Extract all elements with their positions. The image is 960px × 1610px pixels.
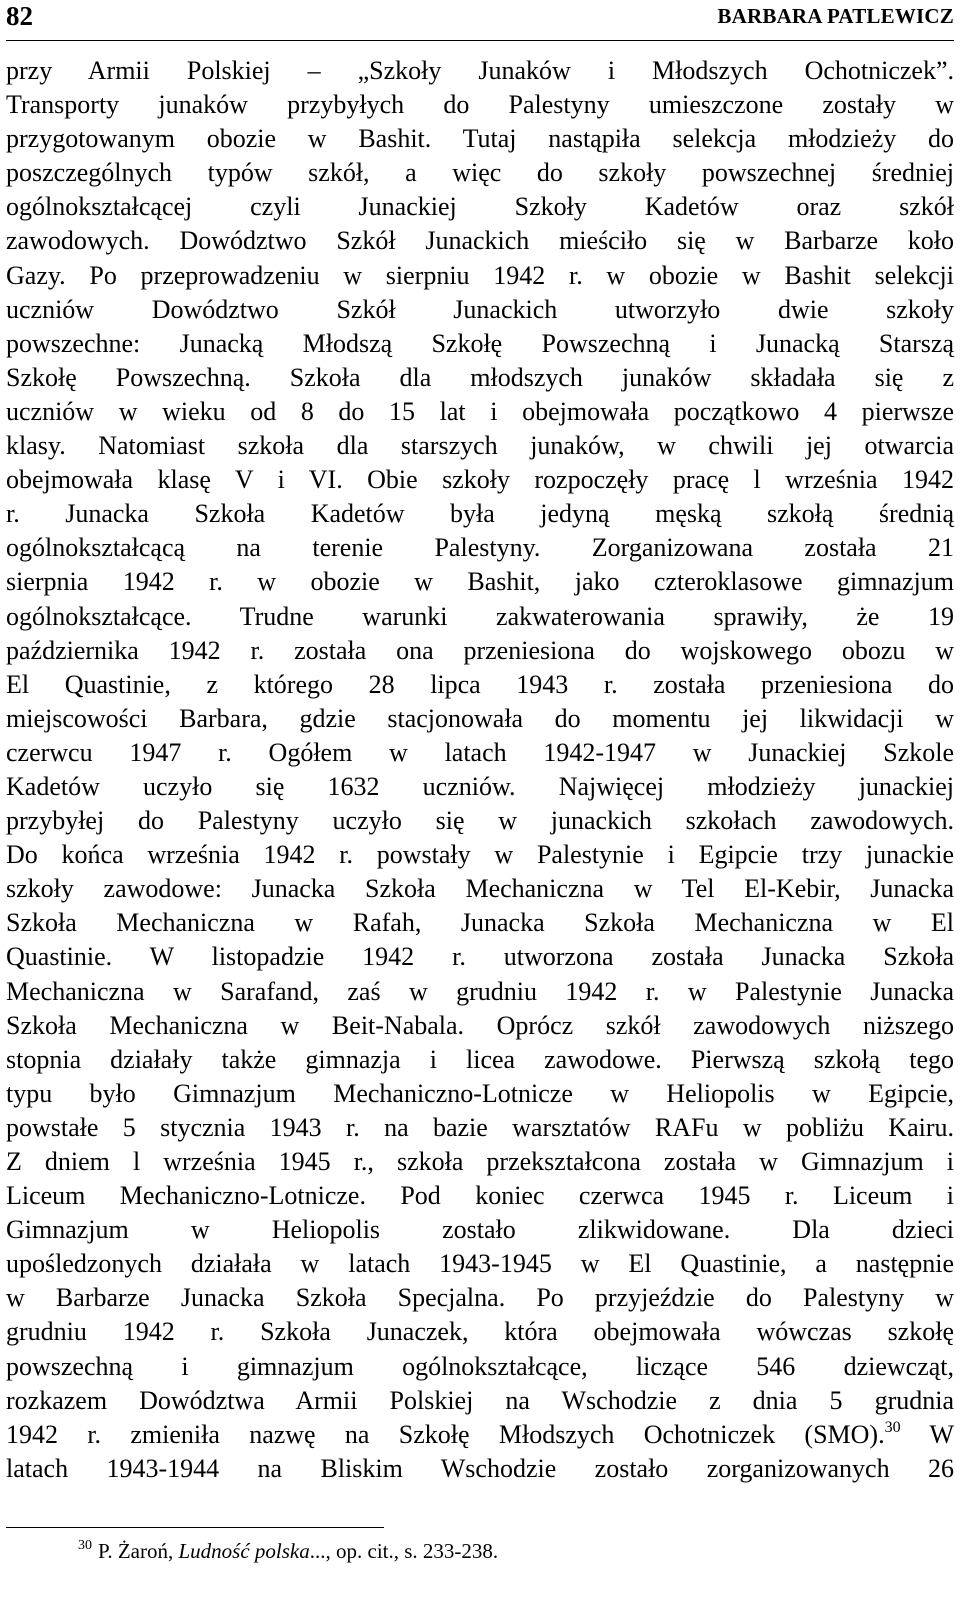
header-rule xyxy=(6,40,954,41)
text-line: ogólnokształcącej czyli Junackiej Szkoły Kadetów oraz szkół xyxy=(6,192,954,222)
text-line: sierpnia 1942 r. w obozie w Bashit, jako czteroklasowe gimnazjum xyxy=(6,567,954,597)
text-line: uczniów w wieku od 8 do 15 lat i obejmowała początkowo 4 pierwsze xyxy=(6,396,954,426)
text-line: powszechną i gimnazjum ogólnokształcące, liczące 546 dziewcząt, xyxy=(6,1351,954,1381)
footnote-author: P. Żaroń, xyxy=(98,1539,179,1563)
text-line: Gimnazjum w Heliopolis zostało zlikwidowane. Dla dzieci xyxy=(6,1215,954,1245)
text-line: przybyłej do Palestyny uczyło się w junackich szkołach zawodowych. xyxy=(6,806,954,836)
text-line: El Quastinie, z którego 28 lipca 1943 r. została przeniesiona do xyxy=(6,669,954,699)
text-line: przy Armii Polskiej – „Szkoły Junaków i Młodszych Ochotniczek”. xyxy=(6,56,954,85)
footnote-number: 30 xyxy=(78,1538,92,1553)
text-line: Liceum Mechaniczno-Lotnicze. Pod koniec czerwca 1945 r. Liceum i xyxy=(6,1181,954,1211)
text-line: Szkołę Powszechną. Szkoła dla młodszych junaków składała się z xyxy=(6,362,954,392)
line-text-after-ref: W xyxy=(900,1419,954,1449)
text-line: Gazy. Po przeprowadzeniu w sierpniu 1942 r. w obozie w Bashit selekcji xyxy=(6,260,954,290)
text-line: przygotowanym obozie w Bashit. Tutaj nastąpiła selekcja młodzieży do xyxy=(6,124,954,154)
running-head: BARBARA PATLEWICZ xyxy=(717,4,954,28)
text-line: miejscowości Barbara, gdzie stacjonowała do momentu jej likwidacji w xyxy=(6,703,954,733)
line-text-before-ref: 1942 r. zmieniła nazwę na Szkołę Młodszych Ochotniczek (SMO). xyxy=(6,1419,885,1449)
page-number: 82 xyxy=(6,1,33,31)
text-line: Transporty junaków przybyłych do Palestyny umieszczone zostały w xyxy=(6,90,954,120)
text-line: klasy. Natomiast szkoła dla starszych junaków, w chwili jej otwarcia xyxy=(6,431,954,461)
footnote-title: Ludność polska xyxy=(178,1539,310,1563)
text-line: Z dniem l września 1945 r., szkoła przekształcona została w Gimnazjum i xyxy=(6,1147,954,1176)
text-line: w Barbarze Junacka Szkoła Specjalna. Po przyjeździe do Palestyny w xyxy=(6,1283,954,1313)
text-line: rozkazem Dowództwa Armii Polskiej na Wschodzie z dnia 5 grudnia xyxy=(6,1385,954,1415)
text-line: Do końca września 1942 r. powstały w Palestynie i Egipcie trzy junackie xyxy=(6,840,954,870)
text-line: obejmowała klasę V i VI. Obie szkoły rozpoczęły pracę l września 1942 xyxy=(6,465,954,495)
text-line: grudniu 1942 r. Szkoła Junaczek, która obejmowała wówczas szkołę xyxy=(6,1317,954,1347)
text-line: zawodowych. Dowództwo Szkół Junackich mieściło się w Barbarze koło xyxy=(6,226,954,256)
text-line: ogólnokształcącą na terenie Palestyny. Zorganizowana została 21 xyxy=(6,533,954,563)
footnote-rule xyxy=(6,1527,384,1528)
text-line: typu było Gimnazjum Mechaniczno-Lotnicze w Heliopolis w Egipcie, xyxy=(6,1078,954,1108)
text-line: powszechne: Junacką Młodszą Szkołę Powszechną i Junacką Starszą xyxy=(6,328,954,358)
text-line: latach 1943-1944 na Bliskim Wschodzie zostało zorganizowanych 26 xyxy=(6,1453,954,1483)
text-line: października 1942 r. została ona przeniesiona do wojskowego obozu w xyxy=(6,635,954,665)
text-line: stopnia działały także gimnazja i licea zawodowe. Pierwszą szkołą tego xyxy=(6,1044,954,1074)
text-line: Kadetów uczyło się 1632 uczniów. Najwięcej młodzieży junackiej xyxy=(6,771,954,801)
text-line: uczniów Dowództwo Szkół Junackich utworzyło dwie szkoły xyxy=(6,294,954,324)
text-line: Mechaniczna w Sarafand, zaś w grudniu 1942 r. w Palestynie Junacka xyxy=(6,976,954,1006)
text-line: r. Junacka Szkoła Kadetów była jedyną męską szkołą średnią xyxy=(6,499,954,529)
footnote xyxy=(78,1534,498,1568)
body-text xyxy=(6,54,954,1486)
text-line: powstałe 5 stycznia 1943 r. na bazie warsztatów RAFu w pobliżu Kairu. xyxy=(6,1112,954,1142)
page-header xyxy=(6,0,954,40)
text-line: ogólnokształcące. Trudne warunki zakwaterowania sprawiły, że 19 xyxy=(6,601,954,631)
footnote-rest: ..., op. cit., s. 233-238. xyxy=(309,1539,499,1563)
footnote-reference[interactable]: 30 xyxy=(884,1418,901,1436)
text-line: upośledzonych działała w latach 1943-1945 w El Quastinie, a następnie xyxy=(6,1249,954,1279)
text-line: Szkoła Mechaniczna w Beit-Nabala. Oprócz szkół zawodowych niższego xyxy=(6,1010,954,1040)
text-line: Szkoła Mechaniczna w Rafah, Junacka Szkoła Mechaniczna w El xyxy=(6,908,954,938)
text-line: Quastinie. W listopadzie 1942 r. utworzona została Junacka Szkoła xyxy=(6,942,954,972)
text-line: szkoły zawodowe: Junacka Szkoła Mechaniczna w Tel El-Kebir, Junacka xyxy=(6,874,954,904)
text-line: poszczególnych typów szkół, a więc do szkoły powszechnej średniej xyxy=(6,158,954,188)
text-line-with-footnote-ref xyxy=(6,1418,954,1452)
text-line: czerwcu 1947 r. Ogółem w latach 1942-1947 w Junackiej Szkole xyxy=(6,737,954,767)
